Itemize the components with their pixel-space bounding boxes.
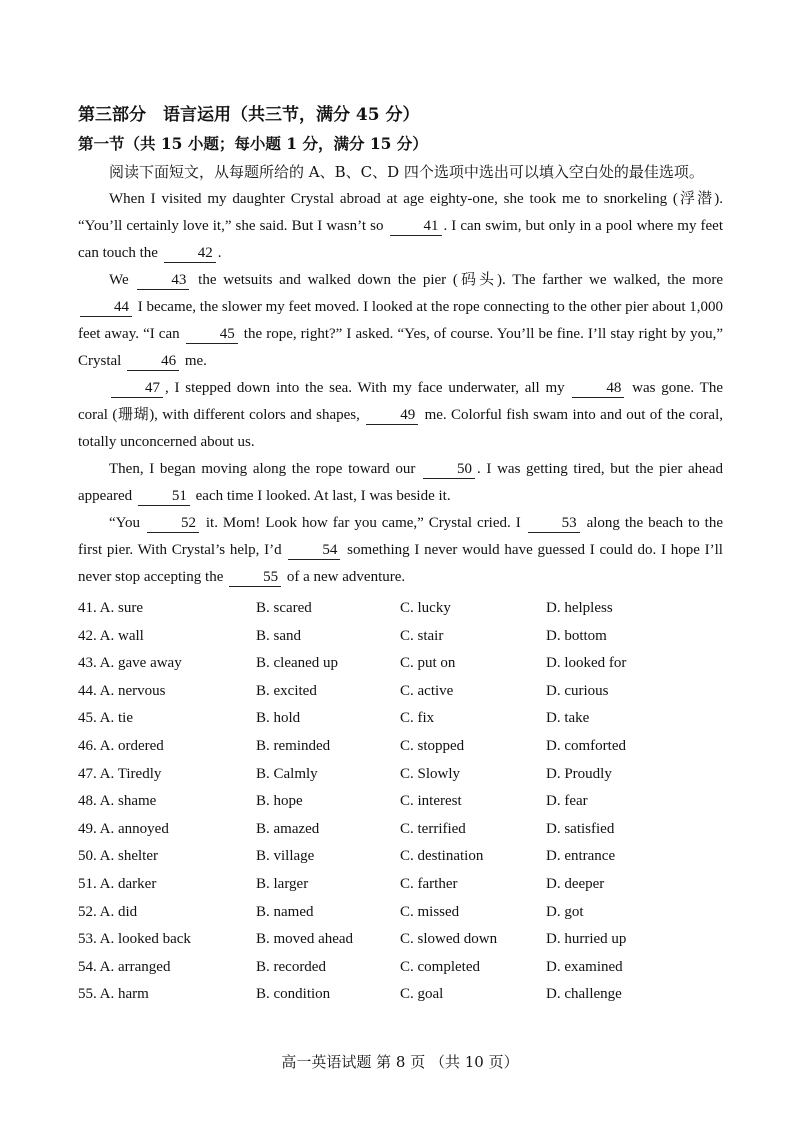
option-a: 49. A. annoyed xyxy=(78,820,169,837)
passage-paragraph-3 xyxy=(78,375,723,456)
passage-paragraph-4 xyxy=(78,456,723,510)
option-c: C. interest xyxy=(400,793,462,810)
passage-text: was gone. The coral (珊瑚), with different colors and shapes, xyxy=(78,380,723,423)
option-a: 41. A. sure xyxy=(78,600,143,616)
blank-54: 54 xyxy=(288,542,340,560)
option-row-47 xyxy=(78,766,738,794)
option-row-44 xyxy=(78,683,738,711)
option-a: 50. A. shelter xyxy=(78,848,158,865)
passage-text: Then, I began moving along the rope toward our xyxy=(109,461,422,477)
passage-text: the rope, right?” I asked. “Yes, of course. You’ll be fine. I’ll stay right by you,” Crystal xyxy=(78,326,723,369)
option-b: B. named xyxy=(256,903,314,920)
option-c: C. terrified xyxy=(400,820,466,837)
option-a: 54. A. arranged xyxy=(78,958,171,975)
option-b: B. hold xyxy=(256,710,301,727)
passage-text: the wetsuits and walked down the pier (码头). The farther we walked, the more xyxy=(191,272,724,288)
option-a: 52. A. did xyxy=(78,903,138,920)
blank-50: 50 xyxy=(423,461,475,479)
option-c: C. active xyxy=(400,682,454,699)
passage-text: along the beach to the first pier. With Crystal’s help, I’d xyxy=(78,515,723,558)
option-d: D. Proudly xyxy=(546,765,612,782)
blank-46: 46 xyxy=(127,353,179,371)
option-row-46 xyxy=(78,738,738,766)
option-a: 43. A. gave away xyxy=(78,655,182,672)
blank-44: 44 xyxy=(80,299,132,317)
option-c: C. Slowly xyxy=(400,765,461,782)
passage-text: , I stepped down into the sea. With my face underwater, all my xyxy=(165,380,571,396)
option-d: D. satisfied xyxy=(546,820,615,837)
option-row-48 xyxy=(78,793,738,821)
option-row-52 xyxy=(78,904,738,932)
page-footer: 高一英语试题 第 8 页 （共 10 页） xyxy=(281,1053,519,1071)
option-d: D. got xyxy=(546,903,584,920)
option-c: C. stopped xyxy=(400,737,465,754)
option-b: B. Calmly xyxy=(256,765,318,782)
blank-49: 49 xyxy=(366,407,418,425)
blank-52: 52 xyxy=(147,515,199,533)
option-row-45 xyxy=(78,710,738,738)
option-a: 47. A. Tiredly xyxy=(78,765,162,782)
option-d: D. hurried up xyxy=(546,931,627,948)
option-row-53 xyxy=(78,931,738,959)
option-c: C. destination xyxy=(400,848,484,865)
blank-43: 43 xyxy=(137,272,189,290)
option-b: B. sand xyxy=(256,627,301,644)
subsection-title: 第一节（共 15 小题；每小题 1 分，满分 15 分） xyxy=(78,134,428,153)
option-d: D. fear xyxy=(546,793,588,810)
option-c: C. lucky xyxy=(400,600,451,616)
option-c: C. missed xyxy=(400,903,460,920)
option-a: 45. A. tie xyxy=(78,710,133,727)
instruction-text: 阅读下面短文，从每题所给的 A、B、C、D 四个选项中选出可以填入空白处的最佳选项。 xyxy=(109,163,704,181)
option-d: D. looked for xyxy=(546,655,627,672)
option-row-50 xyxy=(78,848,738,876)
option-c: C. goal xyxy=(400,986,444,1003)
blank-55: 55 xyxy=(229,569,281,587)
option-c: C. slowed down xyxy=(400,931,498,948)
option-a: 44. A. nervous xyxy=(78,682,166,699)
option-a: 46. A. ordered xyxy=(78,737,164,754)
option-d: D. challenge xyxy=(546,986,622,1003)
option-b: B. excited xyxy=(256,682,317,699)
passage-text: of a new adventure. xyxy=(283,569,406,585)
option-d: D. curious xyxy=(546,682,609,699)
blank-53: 53 xyxy=(528,515,580,533)
passage-paragraph-2 xyxy=(78,267,723,375)
option-d: D. entrance xyxy=(546,848,616,865)
option-c: C. fix xyxy=(400,710,435,727)
option-row-43 xyxy=(78,655,738,683)
option-row-55 xyxy=(78,986,738,1014)
option-c: C. farther xyxy=(400,875,458,892)
option-row-54 xyxy=(78,959,738,987)
option-d: D. examined xyxy=(546,958,623,975)
passage-text: me. Colorful fish swam into and out of the coral, totally unconcerned about us. xyxy=(78,407,724,450)
passage-text: When I visited my daughter Crystal abroad at age eighty-one, she took me to snorkeling (浮潜). “You’ll certainly love it,” she said. But I wasn’t so xyxy=(78,191,723,234)
section-title: 第三部分 语言运用（共三节，满分 45 分） xyxy=(78,105,420,125)
blank-51: 51 xyxy=(138,488,190,506)
passage-text: something I never would have guessed I could do. I hope I’ll never stop accepting the xyxy=(78,542,723,585)
option-b: B. amazed xyxy=(256,820,320,837)
option-d: D. bottom xyxy=(546,627,607,644)
option-a: 42. A. wall xyxy=(78,627,144,644)
passage-text: I became, the slower my feet moved. I looked at the rope connecting to the other pier about 1,000 feet away. “I can xyxy=(78,299,723,342)
option-b: B. cleaned up xyxy=(256,655,339,672)
answer-options xyxy=(78,600,738,1014)
option-a: 55. A. harm xyxy=(78,986,149,1003)
blank-45: 45 xyxy=(186,326,238,344)
option-b: B. larger xyxy=(256,875,309,892)
passage-text: “You xyxy=(109,515,145,531)
option-c: C. stair xyxy=(400,627,444,644)
option-b: B. moved ahead xyxy=(256,931,354,948)
passage-text: . I can swim, but only in a pool where my feet can touch the xyxy=(78,218,723,261)
option-d: D. take xyxy=(546,710,590,727)
option-row-51 xyxy=(78,876,738,904)
option-b: B. hope xyxy=(256,793,303,810)
passage-text: it. Mom! Look how far you came,” Crystal cried. I xyxy=(200,515,526,531)
passage-text: We xyxy=(109,272,136,288)
option-a: 51. A. darker xyxy=(78,875,157,892)
option-b: B. recorded xyxy=(256,958,326,975)
blank-42: 42 xyxy=(164,245,216,263)
option-row-49 xyxy=(78,821,738,849)
option-d: D. deeper xyxy=(546,875,605,892)
passage-text: . I was getting tired, but the pier ahead appeared xyxy=(78,461,723,504)
passage-text: each time I looked. At last, I was beside it. xyxy=(191,488,451,504)
blank-48: 48 xyxy=(572,380,624,398)
cloze-passage xyxy=(78,186,723,591)
option-d: D. helpless xyxy=(546,600,613,616)
option-b: B. reminded xyxy=(256,737,331,754)
option-a: 53. A. looked back xyxy=(78,931,191,948)
passage-text: me. xyxy=(181,353,207,369)
option-d: D. comforted xyxy=(546,737,626,754)
blank-41: 41 xyxy=(390,218,442,236)
passage-paragraph-5 xyxy=(78,510,723,591)
passage-paragraph-1 xyxy=(78,186,723,267)
option-row-41 xyxy=(78,600,738,628)
option-b: B. condition xyxy=(256,986,331,1003)
option-b: B. scared xyxy=(256,600,312,616)
option-a: 48. A. shame xyxy=(78,793,157,810)
option-b: B. village xyxy=(256,848,315,865)
option-c: C. put on xyxy=(400,655,456,672)
passage-text: . xyxy=(217,245,222,261)
option-row-42 xyxy=(78,628,738,656)
blank-47: 47 xyxy=(111,380,163,398)
option-c: C. completed xyxy=(400,958,480,975)
